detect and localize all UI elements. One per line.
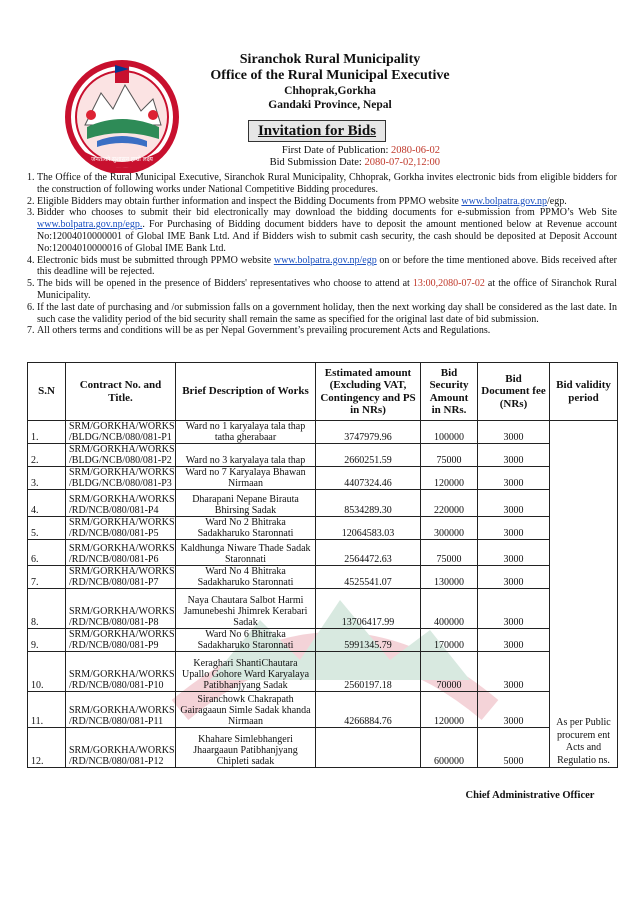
municipality-name: Siranchok Rural Municipality [239,52,421,67]
row-contract-no: SRM/GORKHA/WORKS /RD/NCB/080/081-P6 [66,540,176,566]
works-table [27,362,618,768]
col-sn: S.N [28,363,66,421]
egp-link[interactable]: www.bolpatra.gov.np/egp. [37,219,143,231]
row-bid-security: 220000 [421,490,478,517]
row-sn: 3. [28,467,66,490]
signature-title: Chief Administrative Officer [465,790,595,801]
office-province: Gandaki Province, Nepal [268,99,392,111]
row-description: Khahare Simlebhangeri Jhaargaaun Patibhanjyang Chipleti sadak [176,728,316,768]
row-contract-no: SRM/GORKHA/WORKS /BLDG/NCB/080/081-P1 [66,421,176,444]
row-doc-fee: 3000 [478,444,550,467]
row-description: Siranchowk Chakrapath Gairagaaun Simle Sadak khanda Nirmaan [176,692,316,728]
row-sn: 12. [28,728,66,768]
row-estimated-amount [316,728,421,768]
table-row [28,692,618,728]
row-doc-fee: 3000 [478,540,550,566]
row-doc-fee: 3000 [478,517,550,540]
row-estimated-amount: 4407324.46 [316,467,421,490]
table-row [28,728,618,768]
row-sn: 11. [28,692,66,728]
instruction-4: 4. Electronic bids must be submitted through PPMO website www.bolpatra.gov.np/egp on or before the time mentioned above. Bids received after this deadline will be rejected. [27,254,617,278]
emblem-motto: जनताको सुशासन हाम्रो लक्ष्य [91,156,153,163]
col-validity: Bid validity period [550,363,618,421]
row-doc-fee: 5000 [478,728,550,768]
row-sn: 9. [28,629,66,652]
row-description: Keraghari ShantiChautara Upallo Gohore Ward Karyalaya Patibhanjyang Sadak [176,652,316,692]
publication-date: 2080-06-02 [391,145,440,156]
row-bid-security: 75000 [421,540,478,566]
row-estimated-amount: 13706417.99 [316,589,421,629]
col-description: Brief Description of Works [176,363,316,421]
office-header [170,52,490,112]
row-contract-no: SRM/GORKHA/WORKS /RD/NCB/080/081-P11 [66,692,176,728]
row-description: Ward No 6 Bhitraka Sadakharuko Staronnati [176,629,316,652]
row-bid-security: 120000 [421,467,478,490]
instruction-3: 3. Bidder who chooses to submit their bid electronically may download the bidding documents for e-submission from PPMO’s Web Site www.bolpatra.gov.np/egp.. For Purchasing of Bidding document bidders have to deposit the amount mentioned below at Revenue account No:12004010000001 of Global IME Bank Ltd. And if Bidders wish to submit cash security, the cash should be deposited at Deposit Account No:12004010000016 of Global IME Bank Ltd. [27,207,617,254]
instruction-2: 2. Eligible Bidders may obtain further information and inspect the Bidding Documents from PPMO website www.bolpatra.gov.np/egp. [27,195,567,207]
row-doc-fee: 3000 [478,652,550,692]
row-doc-fee: 3000 [478,692,550,728]
row-estimated-amount: 8534289.30 [316,490,421,517]
instruction-7: 7. All others terms and conditions will be as per Nepal Government’s prevailing procurement Acts and Regulations. [27,325,491,337]
page-title: Invitation for Bids [248,120,386,142]
table-header-row [28,363,618,421]
row-estimated-amount: 2660251.59 [316,444,421,467]
row-bid-security: 400000 [421,589,478,629]
table-row [28,566,618,589]
table-row [28,589,618,629]
table-row [28,444,618,467]
table-row [28,540,618,566]
row-contract-no: SRM/GORKHA/WORKS /RD/NCB/080/081-P8 [66,589,176,629]
row-bid-security: 120000 [421,692,478,728]
row-estimated-amount: 5991345.79 [316,629,421,652]
instruction-5: 5. The bids will be opened in the presence of Bidders' representatives who choose to attend at 13:00,2080-07-02 at the office of Siranchok Rural Municipality. [27,278,617,301]
row-estimated-amount: 4266884.76 [316,692,421,728]
office-name: Office of the Rural Municipal Executive [210,68,450,83]
row-contract-no: SRM/GORKHA/WORKS /RD/NCB/080/081-P5 [66,517,176,540]
col-estimated-amount: Estimated amount (Excluding VAT, Contingency and PS in NRs) [316,363,421,421]
table-row [28,517,618,540]
row-contract-no: SRM/GORKHA/WORKS /RD/NCB/080/081-P4 [66,490,176,517]
row-estimated-amount: 2564472.63 [316,540,421,566]
validity-period: As per Public procurem ent Acts and Regulatio ns. [550,421,618,768]
row-bid-security: 130000 [421,566,478,589]
row-estimated-amount: 4525541.07 [316,566,421,589]
table-row [28,467,618,490]
row-sn: 5. [28,517,66,540]
row-sn: 6. [28,540,66,566]
office-location: Chhoprak,Gorkha [284,85,376,97]
publication-label: First Date of Publication: [281,145,391,156]
row-sn: 1. [28,421,66,444]
row-description: Ward no 1 karyalaya tala thap tatha gherabaar [176,421,316,444]
instruction-6: 6. If the last date of purchasing and /or submission falls on a government holiday, then the next working day shall be considered as the last date. In such case the validity period of the bid security shall remain the same as specified for the original last date of bid submission. [27,301,617,325]
row-doc-fee: 3000 [478,629,550,652]
row-estimated-amount: 3747979.96 [316,421,421,444]
opening-time: 13:00,2080-07-02 [412,278,485,290]
egp-submit-link[interactable]: www.bolpatra.gov.np/egp [273,254,377,266]
table-row [28,421,618,444]
row-bid-security: 100000 [421,421,478,444]
publication-dates [240,145,440,169]
row-description: Ward no 7 Karyalaya Bhawan Nirmaan [176,467,316,490]
col-doc-fee: Bid Document fee (NRs) [478,363,550,421]
row-description: Ward no 3 karyalaya tala thap [176,444,316,467]
row-doc-fee: 3000 [478,490,550,517]
row-bid-security: 70000 [421,652,478,692]
table-row [28,629,618,652]
row-doc-fee: 3000 [478,421,550,444]
table-row [28,652,618,692]
col-contract: Contract No. and Title. [66,363,176,421]
row-doc-fee: 3000 [478,589,550,629]
row-sn: 2. [28,444,66,467]
row-contract-no: SRM/GORKHA/WORKS /RD/NCB/080/081-P7 [66,566,176,589]
ppmo-link[interactable]: www.bolpatra.gov.np [461,195,548,207]
row-bid-security: 300000 [421,517,478,540]
row-contract-no: SRM/GORKHA/WORKS /RD/NCB/080/081-P9 [66,629,176,652]
row-sn: 10. [28,652,66,692]
table-row [28,490,618,517]
row-bid-security: 75000 [421,444,478,467]
row-description: Ward No 4 Bhitraka Sadakharuko Staronnati [176,566,316,589]
row-estimated-amount: 12064583.03 [316,517,421,540]
row-doc-fee: 3000 [478,566,550,589]
submission-label: Bid Submission Date: [269,157,365,168]
submission-date: 2080-07-02,12:00 [364,157,440,168]
row-bid-security: 170000 [421,629,478,652]
instruction-1: 1. The Office of the Rural Municipal Executive, Siranchok Rural Municipality, Chhoprak, Gorkha invites electronic bids from eligible bidders for the construction of following works under National Competitive Bidding procedures. [27,172,617,195]
bid-instructions [27,172,617,337]
row-sn: 8. [28,589,66,629]
nepal-emblem-icon [63,55,181,173]
row-contract-no: SRM/GORKHA/WORKS /RD/NCB/080/081-P12 [66,728,176,768]
col-bid-security: Bid Security Amount in NRs. [421,363,478,421]
row-doc-fee: 3000 [478,467,550,490]
row-contract-no: SRM/GORKHA/WORKS /BLDG/NCB/080/081-P2 [66,444,176,467]
row-sn: 4. [28,490,66,517]
row-sn: 7. [28,566,66,589]
row-estimated-amount: 2560197.18 [316,652,421,692]
row-description: Kaldhunga Niware Thade Sadak Staronnati [176,540,316,566]
row-contract-no: SRM/GORKHA/WORKS /BLDG/NCB/080/081-P3 [66,467,176,490]
row-contract-no: SRM/GORKHA/WORKS /RD/NCB/080/081-P10 [66,652,176,692]
row-description: Dharapani Nepane Birauta Bhirsing Sadak [176,490,316,517]
row-description: Ward No 2 Bhitraka Sadakharuko Staronnati [176,517,316,540]
row-description: Naya Chautara Salbot Harmi Jamunebeshi Jhimrek Kerabari Sadak [176,589,316,629]
row-bid-security: 600000 [421,728,478,768]
